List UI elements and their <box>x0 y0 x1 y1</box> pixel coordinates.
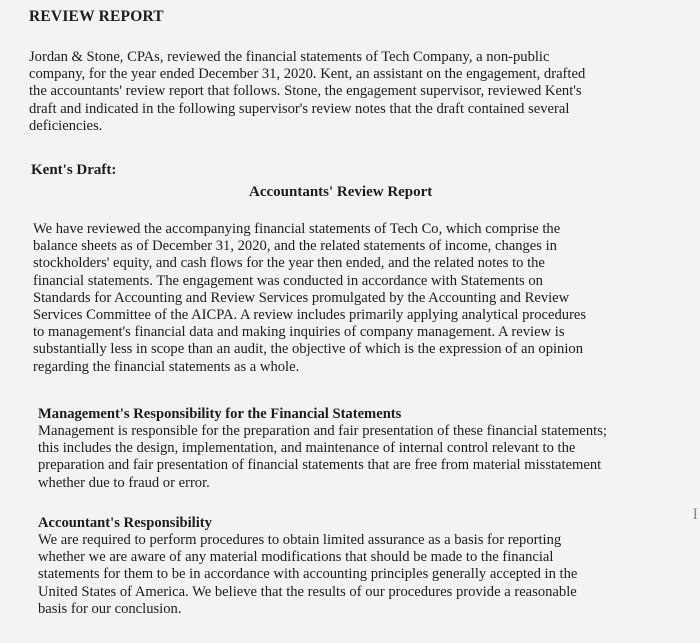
accountant-section-title: Accountant's Responsibility <box>38 515 212 531</box>
accountant-line: United States of America. We believe that the results of our procedures provide a reasonable <box>38 583 577 600</box>
report-line: to management's financial data and making inquiries of company management. A review is <box>33 324 565 341</box>
management-line: Management is responsible for the preparation and fair presentation of these financial statements; <box>38 423 607 439</box>
management-line: whether due to fraud or error. <box>38 474 210 491</box>
report-line: regarding the financial statements as a whole. <box>33 358 300 375</box>
accountant-line: statements for them to be in accordance with accounting principles generally accepted in the <box>38 566 578 583</box>
report-line: financial statements. The engagement was conducted in accordance with Statements on <box>33 272 543 289</box>
page-heading: REVIEW REPORT <box>29 8 164 25</box>
report-paragraph <box>33 221 673 376</box>
accountant-line: basis for our conclusion. <box>38 600 182 617</box>
report-line: stockholders' equity, and cash flows for the year then ended, and the related notes to the <box>33 255 545 272</box>
management-line: preparation and fair presentation of financial statements that are free from material misstatement <box>38 457 602 474</box>
management-paragraph <box>38 423 678 492</box>
report-line: Services Committee of the AICPA. A review includes primarily applying analytical procedures <box>33 307 587 324</box>
accountant-paragraph <box>38 532 678 618</box>
report-title: Accountants' Review Report <box>249 184 433 200</box>
draft-label: Kent's Draft: <box>31 162 117 178</box>
accountant-line: We are required to perform procedures to obtain limited assurance as a basis for reporting <box>38 532 562 548</box>
text-cursor-mark: I <box>692 506 698 523</box>
intro-paragraph <box>29 49 669 135</box>
management-section-title: Management's Responsibility for the Financial Statements <box>38 406 402 422</box>
intro-line: company, for the year ended December 31, 2020. Kent, an assistant on the engagement, drafted <box>29 66 586 83</box>
intro-line: draft and indicated in the following supervisor's review notes that the draft contained several <box>29 100 570 117</box>
accountant-line: whether we are aware of any material modifications that should be made to the financial <box>38 549 554 566</box>
intro-line: Jordan & Stone, CPAs, reviewed the financial statements of Tech Company, a non-public <box>29 49 550 65</box>
report-line: Standards for Accounting and Review Services promulgated by the Accounting and Review <box>33 289 570 306</box>
report-line: substantially less in scope than an audit, the objective of which is the expression of an opinion <box>33 341 583 358</box>
management-line: this includes the design, implementation, and maintenance of internal control relevant to the <box>38 440 576 457</box>
report-line: We have reviewed the accompanying financial statements of Tech Co, which comprise the <box>33 221 561 237</box>
report-line: balance sheets as of December 31, 2020, and the related statements of income, changes in <box>33 238 557 255</box>
intro-line: deficiencies. <box>29 117 103 134</box>
intro-line: the accountants' review report that follows. Stone, the engagement supervisor, reviewed Kent's <box>29 83 582 100</box>
